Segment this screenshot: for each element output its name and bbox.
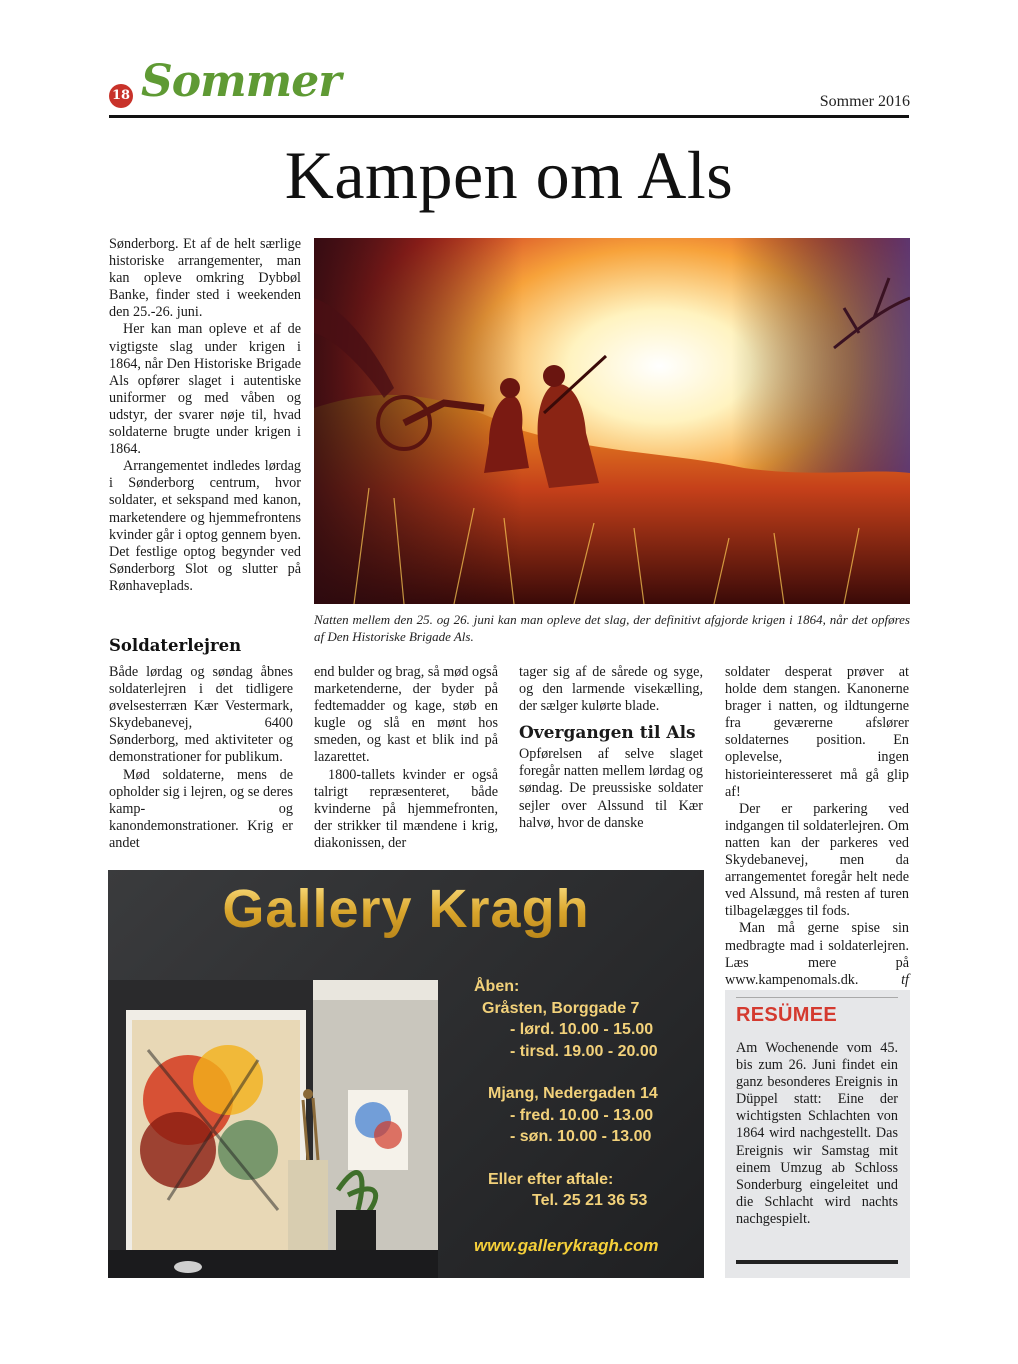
page-number-badge: 18 (109, 84, 133, 108)
battle-reenactment-photo (314, 238, 910, 604)
summary-text: Am Wochenende vom 45. bis zum 26. Juni findet ein ganz besonderes Ereignis in Düppel statt: Eine der wichtigsten Schlachten von 1864 wird nachgestellt. Das Ereignis wir Samstag mit einem Umzug ab Schloss Sonderburg eingeleitet und die Schlacht wird nachts nachgespielt. (736, 1040, 898, 1227)
body-column-2 (314, 664, 498, 852)
ad-line: Gråsten, Borggade 7 (482, 999, 640, 1017)
body-paragraph: 1800-tallets kvinder er også talrigt repræsenteret, både kvinderne på hjemmefronten, der strikker til mændene i krig, diakonissen, der (314, 766, 498, 851)
photo-illustration (314, 238, 910, 604)
body-paragraph: end bulder og brag, så mød også marketenderne, der byder på fedtemadder og kage, støb en kugle og slå en mønt hos smeden, og kast et blik ind på lazarettet. (314, 664, 499, 766)
header-rule (109, 115, 909, 118)
ad-line: - fred. 10.00 - 13.00 (510, 1106, 654, 1124)
ad-line: Mjang, Nedergaden 14 (488, 1085, 658, 1102)
ad-line: - tirsd. 19.00 - 20.00 (510, 1042, 658, 1060)
summary-box (725, 990, 910, 1278)
body-column-1 (109, 664, 293, 852)
gallery-interior-photo (108, 980, 438, 1278)
ad-title: Gallery Kragh (108, 878, 704, 940)
intro-paragraph: Her kan man opleve et af de vigtigste slag under krigen i 1864, når Den Historiske Brigade Als opfører slaget i autentiske uniformer og med våben og udstyr, der svarer nøje til, hvad soldaterne brugte under krigen i 1864. (109, 321, 301, 458)
ad-opening-hours (474, 976, 704, 1212)
ad-website-link[interactable]: www.gallerykragh.com (474, 1236, 659, 1255)
ad-line: - lørd. 10.00 - 15.00 (510, 1021, 654, 1038)
body-paragraph: Både lørdag og søndag åbnes soldaterlejren i det tidligere øvelsesterræn Kær Vestermark, Skydebanevej, 6400 Sønderborg, med aktiviteter og demonstrationer for publikum. (109, 664, 293, 766)
intro-column (109, 236, 301, 595)
body-paragraph: Der er parkering ved indgangen til soldaterlejren. Om natten kan der parkeres ved Skydebanevej, men da arrangementet foregår helt nede ved Alssund, må resten af turen tilbagelægges til fods. (725, 800, 909, 920)
ad-line: - søn. 10.00 - 13.00 (510, 1128, 652, 1145)
article-headline: Kampen om Als (284, 137, 734, 213)
summary-top-rule (736, 997, 898, 998)
ad-line: Tel. 25 21 36 53 (532, 1192, 648, 1209)
photo-caption: Natten mellem den 25. og 26. juni kan man opleve det slag, der definitivt afgjorde krigen i 1864, når det opføres af Den Historiske Brigade Als. (314, 612, 910, 644)
gallery-kragh-advertisement (108, 870, 704, 1278)
body-paragraph: soldater desperat prøver at holde dem stangen. Kanonerne brager i natten, og ildtungerne fra geværerne afslører soldaternes position. En oplevelse, ingen historieinteresseret må gå glip af! (725, 664, 909, 800)
body-column-4 (725, 664, 909, 989)
intro-paragraph: Sønderborg. Et af de helt særlige historiske arrangementer, man kan opleve omkring Dybbøl Banke, finder sted i weekenden den 25.-26. juni. (109, 236, 301, 321)
intro-paragraph: Arrangementet indledes lørdag i Sønderborg centrum, hvor soldater, et sekspand med kanon, marketendere og hjemmefrontens kvinder går i optog gennem byen. Det festlige optog begynder ved Sønderborg Slot og slutter på Rønhaveplads. (109, 458, 301, 594)
section-heading: Overgangen til Als (519, 723, 696, 744)
issue-label: Sommer 2016 (819, 93, 910, 110)
body-paragraph (725, 920, 909, 988)
body-column-3 (519, 664, 703, 832)
body-paragraph: tager sig af de sårede og syge, og den larmende visekælling, der sælger kulørte blade. (519, 664, 703, 715)
body-paragraph: Mød soldaterne, mens de opholder sig i lejren, og se deres kamp- og kanondemonstrationer. Krig er andet (109, 766, 293, 851)
section-heading: Soldaterlejren (109, 636, 242, 655)
summary-bottom-rule (736, 1260, 898, 1264)
ad-line: Åben: (474, 978, 520, 995)
closing-sentence: Man må gerne spise sin medbragte mad i soldaterlejren. Læs mere på www.kampenomals.dk. (725, 920, 909, 988)
author-byline: tf (901, 971, 909, 988)
summary-heading: RESÜMEE (736, 1004, 838, 1026)
ad-line: Eller efter aftale: (488, 1170, 614, 1188)
body-paragraph: Opførelsen af selve slaget foregår natten mellem lørdag og søndag. De preussiske soldater sejler over Alssund til Kær halvø, hvor de danske (519, 746, 703, 831)
sommer-logo: Sommer (141, 56, 341, 107)
